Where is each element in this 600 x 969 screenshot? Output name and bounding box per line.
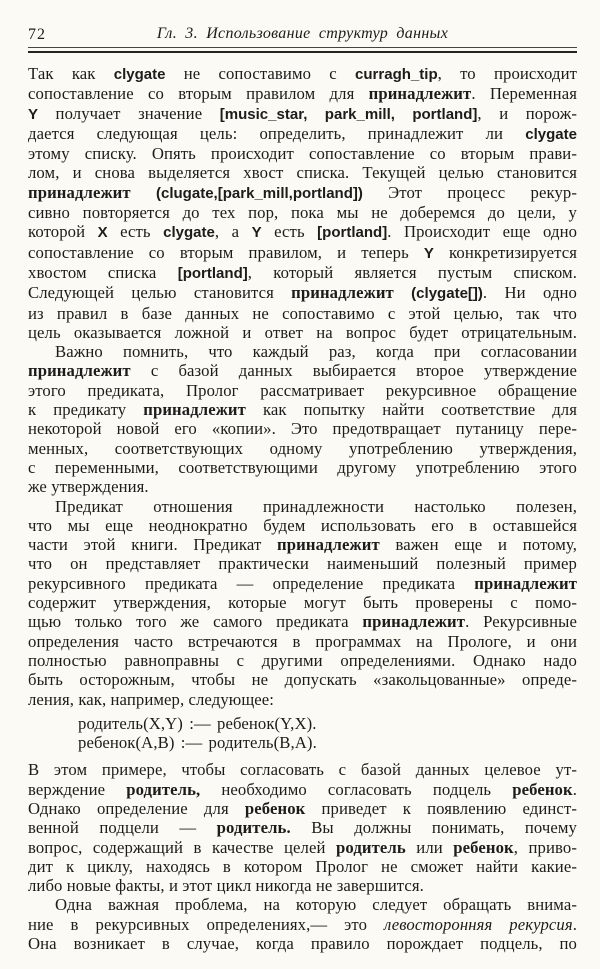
text-segment-n: Она возникает в случае, когда правило порождает подцель, по (28, 934, 577, 954)
text-line (28, 361, 577, 380)
text-segment-b: принадлежит (28, 361, 131, 381)
text-segment-b: родитель (336, 837, 406, 857)
text-segment-n: менных, соответствующих одному употреблению утверждения, (28, 438, 577, 458)
text-line (28, 84, 577, 103)
text-line (28, 857, 577, 876)
text-segment-c: [portland] (317, 224, 388, 242)
text-segment-b: ребенок (244, 798, 306, 818)
text-segment-n: Однако определение для (28, 798, 245, 818)
page-header (28, 25, 577, 44)
text-line (28, 690, 577, 709)
text-line (28, 934, 577, 953)
text-segment-n: быть осторожным, чтобы не допускать «закольцованные» опреде- (28, 670, 577, 690)
text-segment-b: принадлежит (368, 84, 472, 104)
text-segment-n: . Переменная (471, 84, 577, 104)
text-line (28, 144, 577, 163)
text-line (28, 439, 577, 458)
text-segment-b: ребенок (512, 779, 573, 799)
text-segment-b: родитель, (126, 779, 201, 799)
text-line (28, 574, 577, 593)
text-segment-n: получает значение (38, 103, 220, 123)
text-line (28, 342, 577, 361)
paragraph-1 (28, 64, 577, 342)
text-segment-n: полностью равноправны с другими определениями. Однако надо (28, 650, 577, 670)
text-segment-n (131, 183, 156, 202)
text-segment-n: щью только того же самого предиката (28, 612, 363, 632)
text-segment-n: есть (261, 222, 318, 242)
text-segment-c: Y (28, 105, 39, 123)
text-segment-c: clygate (113, 66, 166, 83)
text-segment-b: принадлежит (143, 400, 246, 420)
text-line (28, 304, 577, 323)
text-segment-n: необходимо согласовать подцель (200, 779, 513, 799)
text-segment-n: Следующей целью становится (28, 283, 292, 303)
text-line (28, 323, 577, 342)
text-segment-n: содержит утверждения, которые могут быть проверены с помо- (28, 593, 577, 613)
text-segment-n: , и порож- (477, 103, 577, 123)
text-line (28, 381, 577, 400)
text-segment-n: либо новые факты, и этот цикл никогда не завершится. (28, 876, 424, 896)
text-segment-n: ления, как, например, следующее: (28, 689, 275, 709)
text-segment-b: ребенок (453, 837, 514, 857)
text-segment-n: В этом примере, чтобы согласовать с базой данных целевое ут- (28, 760, 577, 780)
text-line (28, 651, 577, 670)
text-segment-n: дит к циклу, находясь в котором Пролог не сможет найти какие- (28, 856, 577, 876)
text-line (28, 593, 577, 612)
text-line (28, 400, 577, 419)
text-line (28, 263, 577, 283)
text-segment-n: венной подцели — (28, 818, 217, 838)
text-segment-i: левосторонняя рекурсия (384, 914, 573, 934)
text-segment-n: как попытку найти соответствие для (245, 400, 578, 420)
text-line (28, 477, 577, 496)
text-segment-n: к предикату (28, 400, 144, 420)
text-segment-c: [music_star, park_mill, portland] (219, 105, 478, 123)
text-segment-n: , который является пустым списком. (247, 262, 577, 282)
page-number: 72 (28, 26, 46, 43)
paragraph-5 (28, 895, 577, 953)
text-segment-n: верждение (28, 779, 127, 799)
text-line (28, 876, 577, 895)
text-segment-n: хвостом списка (28, 262, 178, 282)
text-segment-c: Y (423, 244, 434, 262)
text-segment-n: части этой книги. Предикат (28, 535, 278, 555)
text-line (28, 183, 577, 203)
text-segment-n: Этот процесс рекур- (362, 182, 577, 202)
text-line (28, 283, 577, 303)
text-segment-n: некоторой новой его «копии». Это предотвращает путаницу пере- (28, 419, 577, 439)
text-segment-n: с переменными, соответствующими другому употреблению этого (28, 457, 577, 477)
text-segment-b: принадлежит (28, 182, 131, 202)
text-segment-n: , то происходит (437, 64, 577, 83)
text-line (28, 714, 577, 733)
text-line (28, 632, 577, 651)
text-segment-n: . (572, 779, 577, 799)
text-line (28, 243, 577, 263)
text-segment-c: curragh_tip (355, 66, 438, 83)
text-segment-n: ребенок(A,B) :— родитель(B,A). (78, 733, 317, 753)
text-line (28, 612, 577, 631)
text-segment-n: . Происходит еще одно (387, 222, 578, 242)
text-segment-b: принадлежит (277, 535, 380, 555)
text-line (28, 64, 577, 84)
text-segment-c: clygate (525, 125, 577, 143)
chapter-heading: Гл. 3. Использование структур данных (156, 25, 449, 42)
text-segment-n: родитель(X,Y) :— ребенок(Y,X). (78, 713, 317, 733)
text-segment-n: определения часто встречаются в программах на Прологе, и они (28, 631, 577, 651)
text-segment-c: Y (251, 224, 262, 242)
code-example (28, 714, 577, 753)
text-line (28, 895, 577, 914)
paragraph-2 (28, 342, 577, 496)
paragraph-3 (28, 497, 577, 709)
text-line (28, 124, 577, 144)
text-line (28, 497, 577, 516)
text-segment-n (394, 283, 411, 302)
text-segment-n: лом, и снова выделяется хвост списка. Текущей целью становится (28, 163, 577, 183)
text-segment-n: сопоставление со вторым правилом, и теперь (28, 242, 424, 262)
text-segment-c: clygate (163, 224, 215, 242)
text-segment-c: (clygate[]) (411, 285, 483, 303)
text-line (28, 915, 577, 934)
text-segment-n: , а (214, 222, 252, 242)
text-line (28, 516, 577, 535)
text-segment-n: с базой данных выбирается второе утверждение (130, 361, 577, 381)
text-line (28, 419, 577, 438)
page-body (28, 64, 577, 953)
text-segment-n: важен еще и потому, (379, 535, 577, 555)
text-line (28, 222, 577, 242)
text-segment-n: , приво- (513, 837, 577, 857)
text-segment-n: . Ни одно (482, 283, 578, 303)
text-segment-n: приведет к появлению единст- (305, 798, 577, 818)
text-segment-n: сопоставление со вторым правилом для (28, 84, 369, 104)
text-line (28, 104, 577, 124)
text-line (28, 458, 577, 477)
text-line (28, 818, 577, 837)
text-segment-b: принадлежит (291, 283, 394, 303)
text-segment-c: [portland] (177, 264, 248, 282)
text-segment-n: вопрос, содержащий в качестве целей (28, 837, 336, 857)
text-segment-n: этого предиката, Пролог рассматривает рекурсивное обращение (28, 380, 577, 400)
text-segment-b: принадлежит (362, 612, 466, 632)
text-line (28, 799, 577, 818)
text-segment-n: из правил в базе данных не сопоставимо с этой целью, так что (28, 303, 577, 323)
text-segment-n: Так как (28, 64, 114, 83)
text-segment-n: . Рекурсивные (465, 612, 577, 632)
text-line (28, 780, 577, 799)
text-segment-n: . (572, 914, 577, 934)
text-line (28, 535, 577, 554)
paragraph-4 (28, 760, 577, 895)
text-line (28, 554, 577, 573)
text-segment-c: X (97, 224, 108, 242)
text-segment-n: Вы должны понимать, почему (290, 818, 577, 838)
text-segment-n: рекурсивного предиката — определение предиката (28, 573, 475, 593)
header-rule-thick (28, 51, 577, 53)
text-line (28, 838, 577, 857)
text-segment-b: принадлежит (474, 573, 577, 593)
text-segment-n: Одна важная проблема, на которую следует обращать внима- (55, 895, 577, 915)
text-segment-b: родитель. (216, 818, 291, 838)
text-segment-n: что он представляет практически наименьший полезный пример (28, 554, 577, 574)
text-segment-n: же утверждения. (28, 477, 149, 497)
text-segment-n: Важно помнить, что каждый раз, когда при согласовании (55, 342, 577, 362)
text-segment-n: цель оказывается ложной и ответ на вопрос будет отрицательным. (28, 322, 577, 342)
text-segment-n: ние в рекурсивных определениях,— это (28, 914, 384, 934)
text-segment-c: (clugate,[park_mill,portland]) (155, 184, 363, 202)
text-line (28, 163, 577, 182)
text-segment-n: конкретизируется (433, 242, 577, 262)
text-line (28, 733, 577, 752)
text-segment-n: есть (107, 222, 164, 242)
text-segment-n: или (405, 837, 454, 857)
text-segment-n: Предикат отношения принадлежности настолько полезен, (55, 496, 577, 516)
text-line (28, 203, 577, 222)
text-segment-n: не сопоставимо с (165, 64, 356, 83)
text-segment-n: дается следующая цель: определить, принадлежит ли (28, 123, 526, 143)
text-segment-n: которой (28, 222, 98, 242)
text-line (28, 760, 577, 779)
text-segment-n: что мы еще неоднократно будем использовать его в оставшейся (28, 515, 577, 535)
text-line (28, 670, 577, 689)
text-segment-n: сивно повторяется до тех пор, пока мы не доберемся до цели, у (28, 203, 577, 223)
header-rule-thin (28, 47, 577, 48)
text-segment-n: этому списку. Опять происходит сопоставление со вторым прави- (28, 144, 577, 164)
